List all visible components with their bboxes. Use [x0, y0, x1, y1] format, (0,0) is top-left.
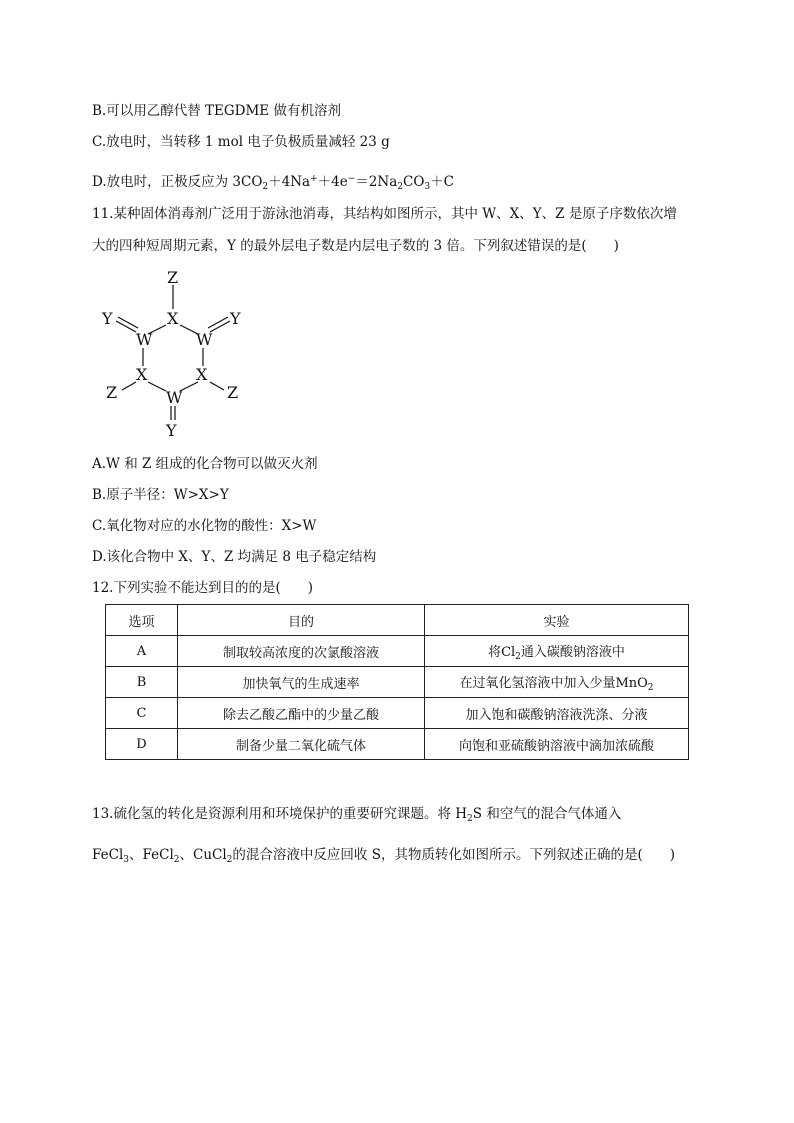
q10-option-c: C.放电时，当转移 1 mol 电子负极质量减轻 23 g — [92, 134, 390, 150]
atom-x-right: X — [196, 365, 208, 384]
atom-z-right: Z — [227, 383, 239, 402]
table-row — [106, 729, 689, 760]
q11-option-a: A.W 和 Z 组成的化合物可以做灭火剂 — [92, 456, 318, 472]
row-goal: 制取较高浓度的次氯酸溶液 — [178, 636, 425, 667]
header-goal: 目的 — [178, 605, 425, 636]
q10-option-b: B.可以用乙醇代替 TEGDME 做有机溶剂 — [92, 103, 341, 119]
row-experiment: 加入饱和碳酸钠溶液洗涤、分液 — [425, 698, 689, 729]
atom-x-top: X — [167, 309, 179, 328]
atom-y-right: Y — [230, 309, 241, 328]
q11-option-b: B.原子半径：W>X>Y — [92, 487, 229, 503]
header-experiment: 实验 — [425, 605, 689, 636]
row-option: A — [106, 636, 178, 667]
atom-y-bottom: Y — [166, 421, 177, 440]
row-experiment: 将$Cl_2$通入碳酸钠溶液中 — [425, 636, 689, 667]
atom-y-left: Y — [102, 309, 113, 328]
q11-option-c: C.氧化物对应的水化物的酸性：X>W — [92, 518, 317, 534]
table-row — [106, 698, 689, 729]
atom-z-left: Z — [106, 383, 118, 402]
row-goal: 除去乙酸乙酯中的少量乙酸 — [178, 698, 425, 729]
atom-w-bottom: W — [166, 388, 183, 407]
row-option: C — [106, 698, 178, 729]
row-goal: 加快氧气的生成速率 — [178, 667, 425, 698]
atom-w-right: W — [196, 330, 213, 349]
q12-stem: 12.下列实验不能达到目的的是( ) — [92, 580, 314, 596]
row-experiment: 在过氧化氢溶液中加入少量MnO$_2$ — [425, 667, 689, 698]
row-option: D — [106, 729, 178, 760]
atom-z-top: Z — [167, 268, 179, 287]
q10-option-d: D.放电时，正极反应为 $3CO_2+4Na^++4e^-=2Na_2CO_3+C$ — [92, 174, 454, 192]
q11-option-d: D.该化合物中 X、Y、Z 均满足 8 电子稳定结构 — [92, 549, 377, 565]
table-header-row — [106, 605, 689, 636]
table-row — [106, 636, 689, 667]
atom-w-left: W — [136, 330, 153, 349]
q11-structure-diagram — [96, 266, 256, 441]
atom-x-left: X — [136, 365, 148, 384]
table-row — [106, 667, 689, 698]
row-experiment: 向饱和亚硫酸钠溶液中滴加浓硫酸 — [425, 729, 689, 760]
q11-stem: 11.某种固体消毒剂广泛用于游泳池消毒，其结构如图所示，其中 W、X、Y、Z 是原子序数依次增 大的四种短周期元素，Y 的最外层电子数是内层电子数的 3 倍。下列叙述错误的是( ) — [92, 206, 677, 254]
q12-table — [105, 604, 689, 760]
row-option: B — [106, 667, 178, 698]
header-option: 选项 — [106, 605, 178, 636]
row-goal: 制备少量二氧化硫气体 — [178, 729, 425, 760]
q13-stem: 13.硫化氢的转化是资源利用和环境保护的重要研究课题。将 $H_2S$ 和空气的混合气体通入 FeCl$_3$、FeCl$_2$、CuCl$_2$的混合溶液中反应回收 S，其物质转化如图所示。下列叙述正确的是( ) — [92, 806, 675, 865]
